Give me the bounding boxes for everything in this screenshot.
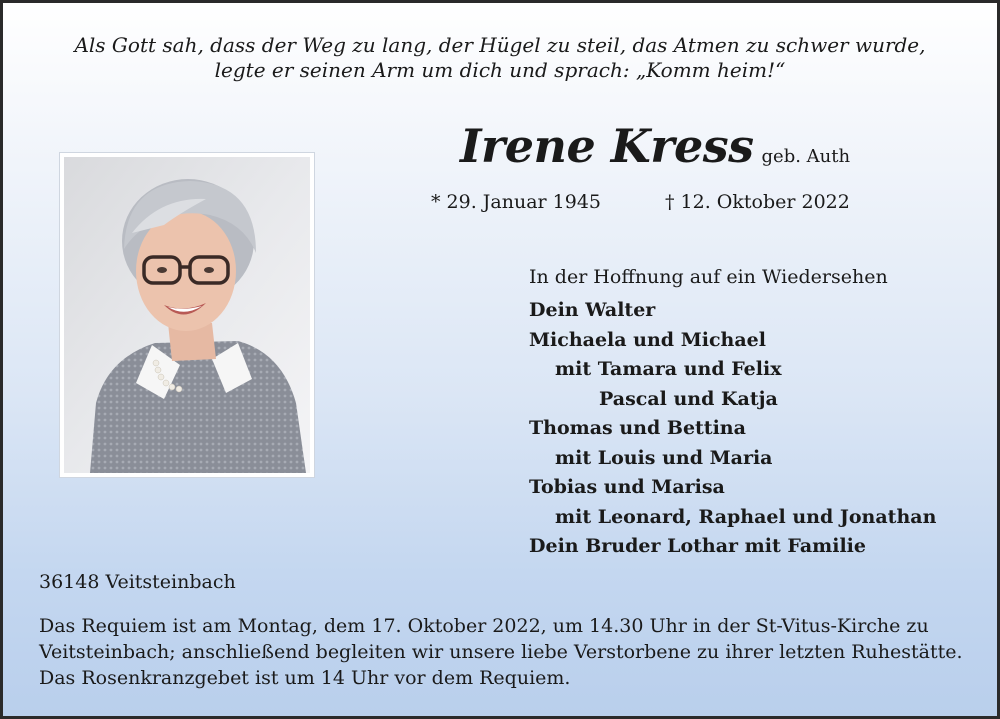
- mourners-intro: In der Hoffnung auf ein Wiedersehen: [529, 266, 888, 288]
- mourner-line: Dein Bruder Lothar mit Familie: [529, 535, 866, 557]
- deceased-name-line: [460, 119, 850, 173]
- death-date: † 12. Oktober 2022: [665, 191, 850, 213]
- place-of-residence: 36148 Veitsteinbach: [39, 571, 236, 593]
- portrait-image: [60, 153, 314, 477]
- requiem-line-3: Das Rosenkranzgebet ist um 14 Uhr vor dem Requiem.: [39, 667, 571, 689]
- memorial-quote: [3, 33, 997, 83]
- mourner-line: Tobias und Marisa: [529, 476, 725, 498]
- mourner-line: mit Louis und Maria: [555, 446, 773, 469]
- portrait-photo: [60, 153, 314, 477]
- mourner-line: Michaela und Michael: [529, 328, 766, 351]
- mourner-line: Pascal und Katja: [599, 387, 778, 410]
- requiem-line-1: Das Requiem ist am Montag, dem 17. Oktober 2022, um 14.30 Uhr in der St-Vitus-Kirche zu: [39, 615, 929, 637]
- mourner-line: Dein Walter: [529, 299, 656, 321]
- quote-line-2: legte er seinen Arm um dich und sprach: „Komm heim!“: [214, 58, 786, 82]
- birth-date: * 29. Januar 1945: [431, 191, 602, 213]
- mourners-list: [529, 263, 936, 562]
- requiem-info: [39, 613, 974, 691]
- mourner-line: mit Tamara und Felix: [555, 358, 782, 380]
- mourner-line: mit Leonard, Raphael und Jonathan: [555, 505, 937, 528]
- quote-line-1: Als Gott sah, dass der Weg zu lang, der Hügel zu steil, das Atmen zu schwer wurde,: [74, 33, 926, 57]
- requiem-line-2: Veitsteinbach; anschließend begleiten wir unsere liebe Verstorbene zu ihrer letzten Ruhestätte.: [39, 641, 963, 663]
- mourner-line: Thomas und Bettina: [529, 417, 746, 439]
- maiden-name: geb. Auth: [761, 146, 851, 167]
- deceased-name: Irene Kress: [460, 119, 754, 173]
